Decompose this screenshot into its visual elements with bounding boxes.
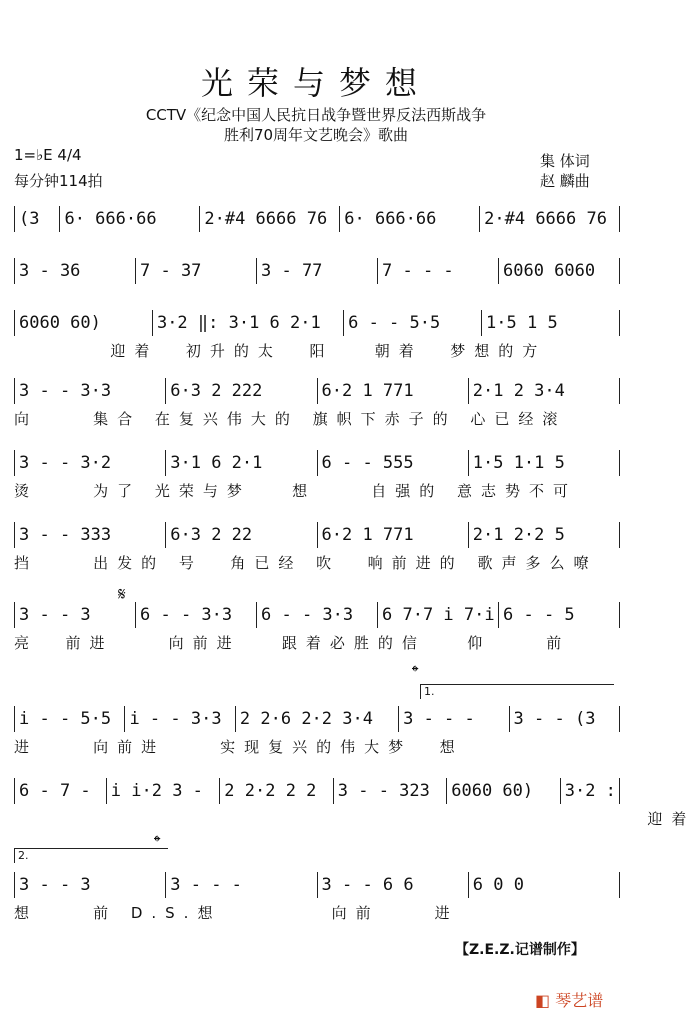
measure: 3·1 6 2·1 (166, 450, 317, 476)
measure: 3·2 ‖: 3·1 6 2·1 (153, 310, 344, 336)
measure: 6·3 2 22 (166, 522, 317, 548)
measure: 7 - - - (378, 258, 499, 284)
page-title: 光荣与梦想 (200, 64, 431, 102)
lyrics-line: 迎着 初升的太 阳 朝着 梦想的方 (14, 342, 547, 360)
system-3 (14, 310, 620, 380)
measure: i - - 3·3 (125, 706, 235, 732)
segno-sign: 𝄋 (118, 584, 126, 605)
coda-sign: 𝄌 (154, 832, 161, 853)
site-logo (535, 988, 603, 1011)
measure: i i·2 3 - (107, 778, 220, 804)
coda-sign: 𝄌 (412, 662, 419, 683)
measure: 6 - - 555 (318, 450, 469, 476)
measure: 6 - 7 - (14, 778, 107, 804)
lyrics-line: 迎着 (14, 810, 695, 828)
measure: 3·2 : (561, 778, 620, 804)
measure: 2·#4 6666 76 (200, 206, 340, 232)
measure: 3 - - 3·2 (14, 450, 166, 476)
measure: 2·1 2 3·4 (469, 378, 620, 404)
measure: 6 - - 3·3 (257, 602, 378, 628)
lyricist-credit: 集 体词 (540, 152, 590, 170)
measure: 6 0 0 (469, 872, 620, 898)
measure: 3 - - 3·3 (14, 378, 166, 404)
measure: 3 - - - (399, 706, 509, 732)
measure: 3 - - (3 (510, 706, 620, 732)
measure: 7 - 37 (136, 258, 257, 284)
system-4 (14, 378, 620, 448)
measure: 6· 666·66 (340, 206, 480, 232)
measure: (3 (14, 206, 60, 232)
measure: 6·2 1 771 (318, 378, 469, 404)
key-signature: 1=♭E 4/4 (14, 146, 82, 164)
measure: 3 - - 3 (14, 602, 136, 628)
measure: 6 7·7 i 7·i (378, 602, 499, 628)
system-7 (14, 602, 620, 672)
measure: 3 - 36 (14, 258, 136, 284)
measure: 3 - - 6 6 (318, 872, 469, 898)
lyrics-line: 想 前 D.S.想 向前 进 (14, 904, 459, 922)
measure: i - - 5·5 (14, 706, 125, 732)
lyrics-line: 亮 前进 向前进 跟着必胜的信 仰 前 (14, 634, 571, 652)
measure: 3 - 77 (257, 258, 378, 284)
measure: 6 - - 5·5 (344, 310, 482, 336)
measure: 6060 60) (14, 310, 153, 336)
volta-bracket-2: 2. (14, 848, 168, 863)
measure: 2 2·2 2 2 (220, 778, 333, 804)
measure: 2·1 2·2 5 (469, 522, 620, 548)
lyrics-line: 烫 为了 光荣与梦 想 自强的 意志势不可 (14, 482, 577, 500)
system-6 (14, 522, 620, 592)
measure: 3 - - - (166, 872, 317, 898)
system-10 (14, 872, 620, 942)
subtitle-line-2: 胜利70周年文艺晚会》歌曲 (223, 126, 409, 144)
measure: 6· 666·66 (60, 206, 200, 232)
system-8 (14, 706, 620, 776)
tempo-marking: 每分钟114拍 (14, 172, 103, 190)
measure: 1·5 1 5 (482, 310, 620, 336)
transcriber-credit: 【Z.E.Z.记谱制作】 (455, 942, 585, 958)
measure: 1·5 1·1 5 (469, 450, 620, 476)
composer-credit: 赵 麟曲 (540, 172, 590, 190)
measure: 6·2 1 771 (318, 522, 469, 548)
measure: 3 - - 3 (14, 872, 166, 898)
system-5 (14, 450, 620, 520)
logo-icon: ◧ (535, 991, 551, 1010)
measure: 6 - - 3·3 (136, 602, 257, 628)
lyrics-line: 进 向前进 实现复兴的伟大梦 想 (14, 738, 464, 756)
lyrics-line: 挡 出发的 号 角已经 吹 响前进的 歌声多么嘹 (14, 554, 598, 572)
measure: 6060 6060 (499, 258, 620, 284)
logo-text: 琴艺谱 (555, 991, 604, 1010)
subtitle-line-1: CCTV《纪念中国人民抗日战争暨世界反法西斯战争 (145, 106, 487, 124)
measure: 2·#4 6666 76 (480, 206, 620, 232)
system-9 (14, 778, 695, 848)
measure: 2 2·6 2·2 3·4 (236, 706, 399, 732)
volta-bracket-1: 1. (420, 684, 614, 699)
measure: 6 - - 5 (499, 602, 620, 628)
lyrics-line: 向 集合 在复兴伟大的 旗帜下赤子的 心已经滚 (14, 410, 567, 428)
measure: 3 - - 333 (14, 522, 166, 548)
measure: 6·3 2 222 (166, 378, 317, 404)
measure: 3 - - 323 (334, 778, 447, 804)
measure: 6060 60) (447, 778, 560, 804)
